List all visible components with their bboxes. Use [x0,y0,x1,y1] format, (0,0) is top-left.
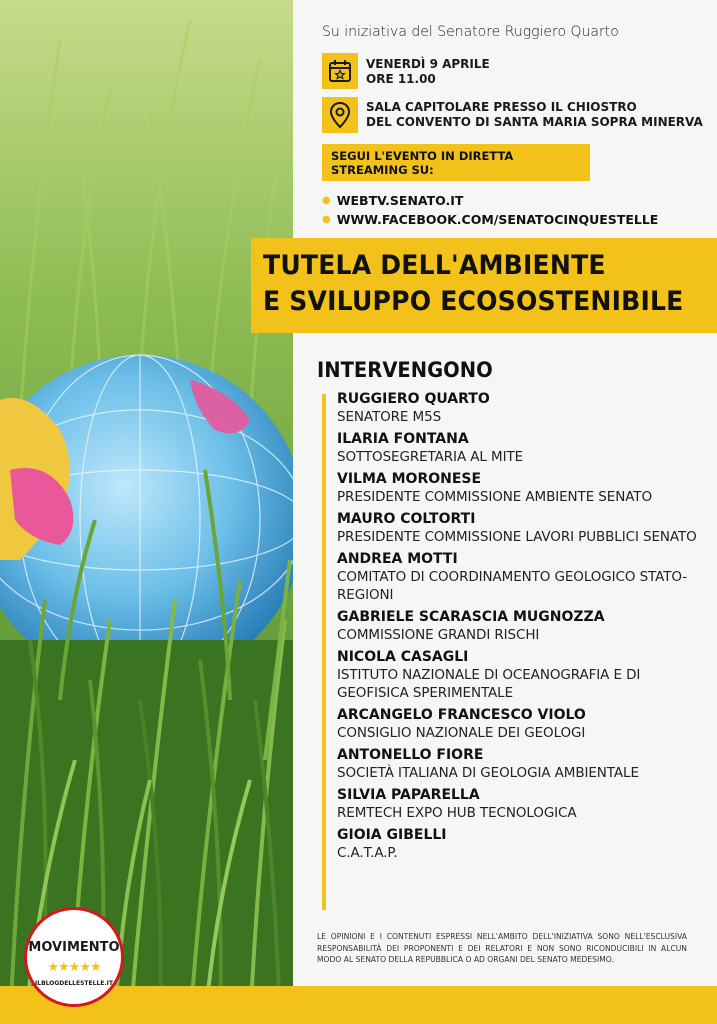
speaker-name: GABRIELE SCARASCIA MUGNOZZA [337,609,605,625]
speaker-name: RUGGIERO QUARTO [337,391,490,407]
event-date [366,57,490,87]
speaker-role: SOCIETÀ ITALIANA DI GEOLOGIA AMBIENTALE [337,765,639,781]
speaker-name: GIOIA GIBELLI [337,827,447,843]
speaker-name: ILARIA FONTANA [337,431,469,447]
location-line-2: DEL CONVENTO DI SANTA MARIA SOPRA MINERVA [366,115,703,129]
speaker-role: ISTITUTO NAZIONALE DI OCEANOGRAFIA E DI GEOFISICA SPERIMENTALE [337,667,641,701]
bullet-icon: ● [322,214,331,225]
link-text: WWW.FACEBOOK.COM/SENATOCINQUESTELLE [336,212,659,227]
disclaimer: LE OPINIONI E I CONTENUTI ESPRESSI NELL'AMBITO DELL'INIZIATIVA SONO NELL'ESCLUSIVA RESPONSABILITÀ DEI PROPONENTI E DEI RELATORI E NON SONO RICONDUCIBILI IN ALCUN MODO AL SENATO DELLA REPUBBLICA O AD ORGANI DEL SENATO MEDESIMO. [317,932,687,964]
speaker-name: VILMA MORONESE [337,471,482,487]
speaker-item [337,550,707,604]
speaker-role: SOTTOSEGRETARIA AL MITE [337,449,524,465]
speakers-list [337,390,707,866]
logo-site: ILBLOGDELLESTELLE.IT [35,980,113,987]
intro-text: Su iniziativa del Senatore Ruggiero Quarto [322,24,619,40]
streaming-link-webtv[interactable] [322,191,658,210]
speaker-item [337,746,707,782]
speaker-role: PRESIDENTE COMMISSIONE AMBIENTE SENATO [337,489,652,505]
event-day: VENERDÌ 9 APRILE [366,57,490,71]
speaker-item [337,430,707,466]
speaker-role: PRESIDENTE COMMISSIONE LAVORI PUBBLICI SENATO [337,529,697,545]
speaker-name: NICOLA CASAGLI [337,649,469,665]
streaming-label: SEGUI L'EVENTO IN DIRETTA STREAMING SU: [322,144,590,181]
speaker-role: CONSIGLIO NAZIONALE DEI GEOLOGI [337,725,586,741]
logo-stars: ★★★★★ [47,959,101,974]
speaker-name: MAURO COLTORTI [337,511,476,527]
speaker-item [337,826,707,862]
grass-globe-photo [0,0,293,1024]
speakers-accent-bar [322,394,326,910]
event-title-line-1: TUTELA DELL'AMBIENTE [263,250,606,281]
streaming-link-facebook[interactable] [322,210,658,229]
speaker-item [337,608,707,644]
logo-word: MOVIMENTO [28,940,120,955]
speaker-item [337,648,707,702]
speaker-item [337,706,707,742]
link-text: WEBTV.SENATO.IT [336,193,464,208]
speaker-role: C.A.T.A.P. [337,845,398,861]
speaker-item [337,510,707,546]
speaker-role: REMTECH EXPO HUB TECNOLOGICA [337,805,577,821]
movimento-logo [24,907,124,1007]
location-pin-icon [322,97,358,133]
speaker-name: ARCANGELO FRANCESCO VIOLO [337,707,586,723]
location-line-1: SALA CAPITOLARE PRESSO IL CHIOSTRO [366,100,637,114]
event-location [366,100,703,130]
speaker-name: ANTONELLO FIORE [337,747,484,763]
speaker-item [337,786,707,822]
streaming-links [322,191,658,229]
grass-globe-illustration [0,0,293,1024]
speakers-heading: INTERVENGONO [317,358,493,382]
speaker-item [337,390,707,426]
speaker-role: COMMISSIONE GRANDI RISCHI [337,627,540,643]
calendar-icon [322,53,358,89]
bullet-icon: ● [322,195,331,206]
speaker-name: ANDREA MOTTI [337,551,458,567]
speaker-role: COMITATO DI COORDINAMENTO GEOLOGICO STATO-REGIONI [337,569,688,603]
speaker-name: SILVIA PAPARELLA [337,787,480,803]
event-title-line-2: E SVILUPPO ECOSOSTENIBILE [263,286,684,317]
event-time: ORE 11.00 [366,72,436,86]
speaker-item [337,470,707,506]
speaker-role: SENATORE M5S [337,409,442,425]
